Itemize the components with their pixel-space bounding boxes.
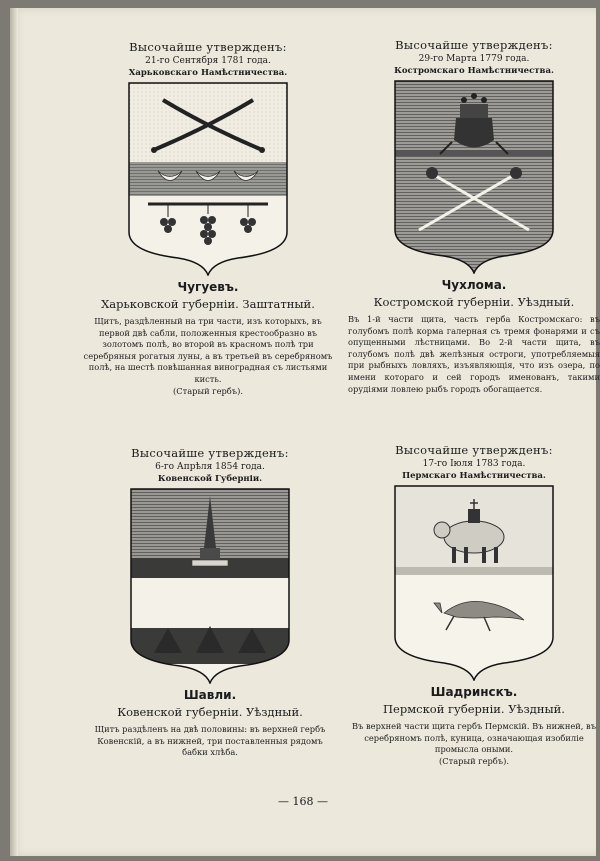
chuguev-coat-of-arms [128, 82, 288, 276]
town-status: Костромской губерніи. Уѣздный. [373, 295, 575, 309]
page-number: — 168 — [278, 795, 328, 808]
shavli-coat-of-arms [130, 488, 290, 684]
governorate-label: Ковенской Губерніи. [157, 474, 263, 484]
coat-of-arms-entry-shavli [80, 446, 340, 759]
arms-description: Въ 1-й части щита, часть герба Костромскаго: въ голубомъ полѣ корма галерная съ тремя фонарями и съ опущенными лѣстницами. Во 2-й части щита, въ голубомъ полѣ двѣ желѣзныя остроги, употребляемыя при рыбныхъ ловляхъ, изъявляющія, что изъ озера, по имени котораго и сей городъ именованъ, такими орудіями ловлею рыбъ городъ обогащается. [348, 314, 600, 394]
coat-of-arms-entry-chukhloma [344, 38, 600, 395]
town-name: Шавли. [183, 688, 237, 702]
old-arms-note: (Старый гербъ). [439, 755, 509, 766]
arms-description: Въ верхней части щита гербъ Пермскій. Въ нижней, въ серебряномъ полѣ, куница, означающая изобиліе промысла оными. [351, 721, 597, 755]
arms-description: Щитъ, раздѣленный на три части, изъ которыхъ, въ первой двѣ сабли, положенныя крестообразно въ золотомъ полѣ, во второй въ красномъ полѣ три серебряныя рогатыя луны, а въ третьей въ серебряномъ полѣ, на шестѣ повѣшанная виноградная съ листьями кисть. [83, 316, 333, 384]
town-status: Пермской губерніи. Уѣздный. [383, 702, 565, 716]
approval-heading: Высочайше утвержденъ: [131, 446, 289, 460]
town-name: Чугуевъ. [177, 280, 239, 294]
approval-heading: Высочайше утвержденъ: [395, 443, 553, 457]
town-name: Шадринскъ. [430, 685, 518, 699]
chukhloma-coat-of-arms [394, 80, 554, 274]
arms-description: Щитъ раздѣленъ на двѣ половины: въ верхней гербъ Ковенскій, а въ нижней, три поставленныя рядомъ бабки хлѣба. [94, 724, 326, 758]
page-gutter-shadow [10, 8, 18, 856]
approval-heading: Высочайше утвержденъ: [129, 40, 287, 54]
coat-of-arms-entry-shadrinsk [344, 443, 600, 767]
old-arms-note: (Старый гербъ). [173, 385, 243, 396]
coat-of-arms-entry-chuguev [78, 40, 338, 397]
book-page [10, 8, 600, 856]
governorate-label: Костромскаго Намѣстничества. [394, 66, 554, 76]
approval-date: 21-го Сентября 1781 года. [145, 56, 271, 66]
town-status: Ковенской губерніи. Уѣздный. [117, 705, 303, 719]
approval-date: 17-го Іюля 1783 года. [422, 459, 526, 469]
approval-date: 6-го Апрѣля 1854 года. [155, 462, 265, 472]
governorate-label: Пермскаго Намѣстничества. [402, 471, 546, 481]
shadrinsk-coat-of-arms [394, 485, 554, 681]
approval-date: 29-го Марта 1779 года. [418, 54, 530, 64]
approval-heading: Высочайше утвержденъ: [395, 38, 553, 52]
governorate-label: Харьковскаго Намѣстничества. [128, 68, 288, 78]
town-status: Харьковской губерніи. Заштатный. [101, 297, 315, 311]
town-name: Чухлома. [441, 278, 507, 292]
